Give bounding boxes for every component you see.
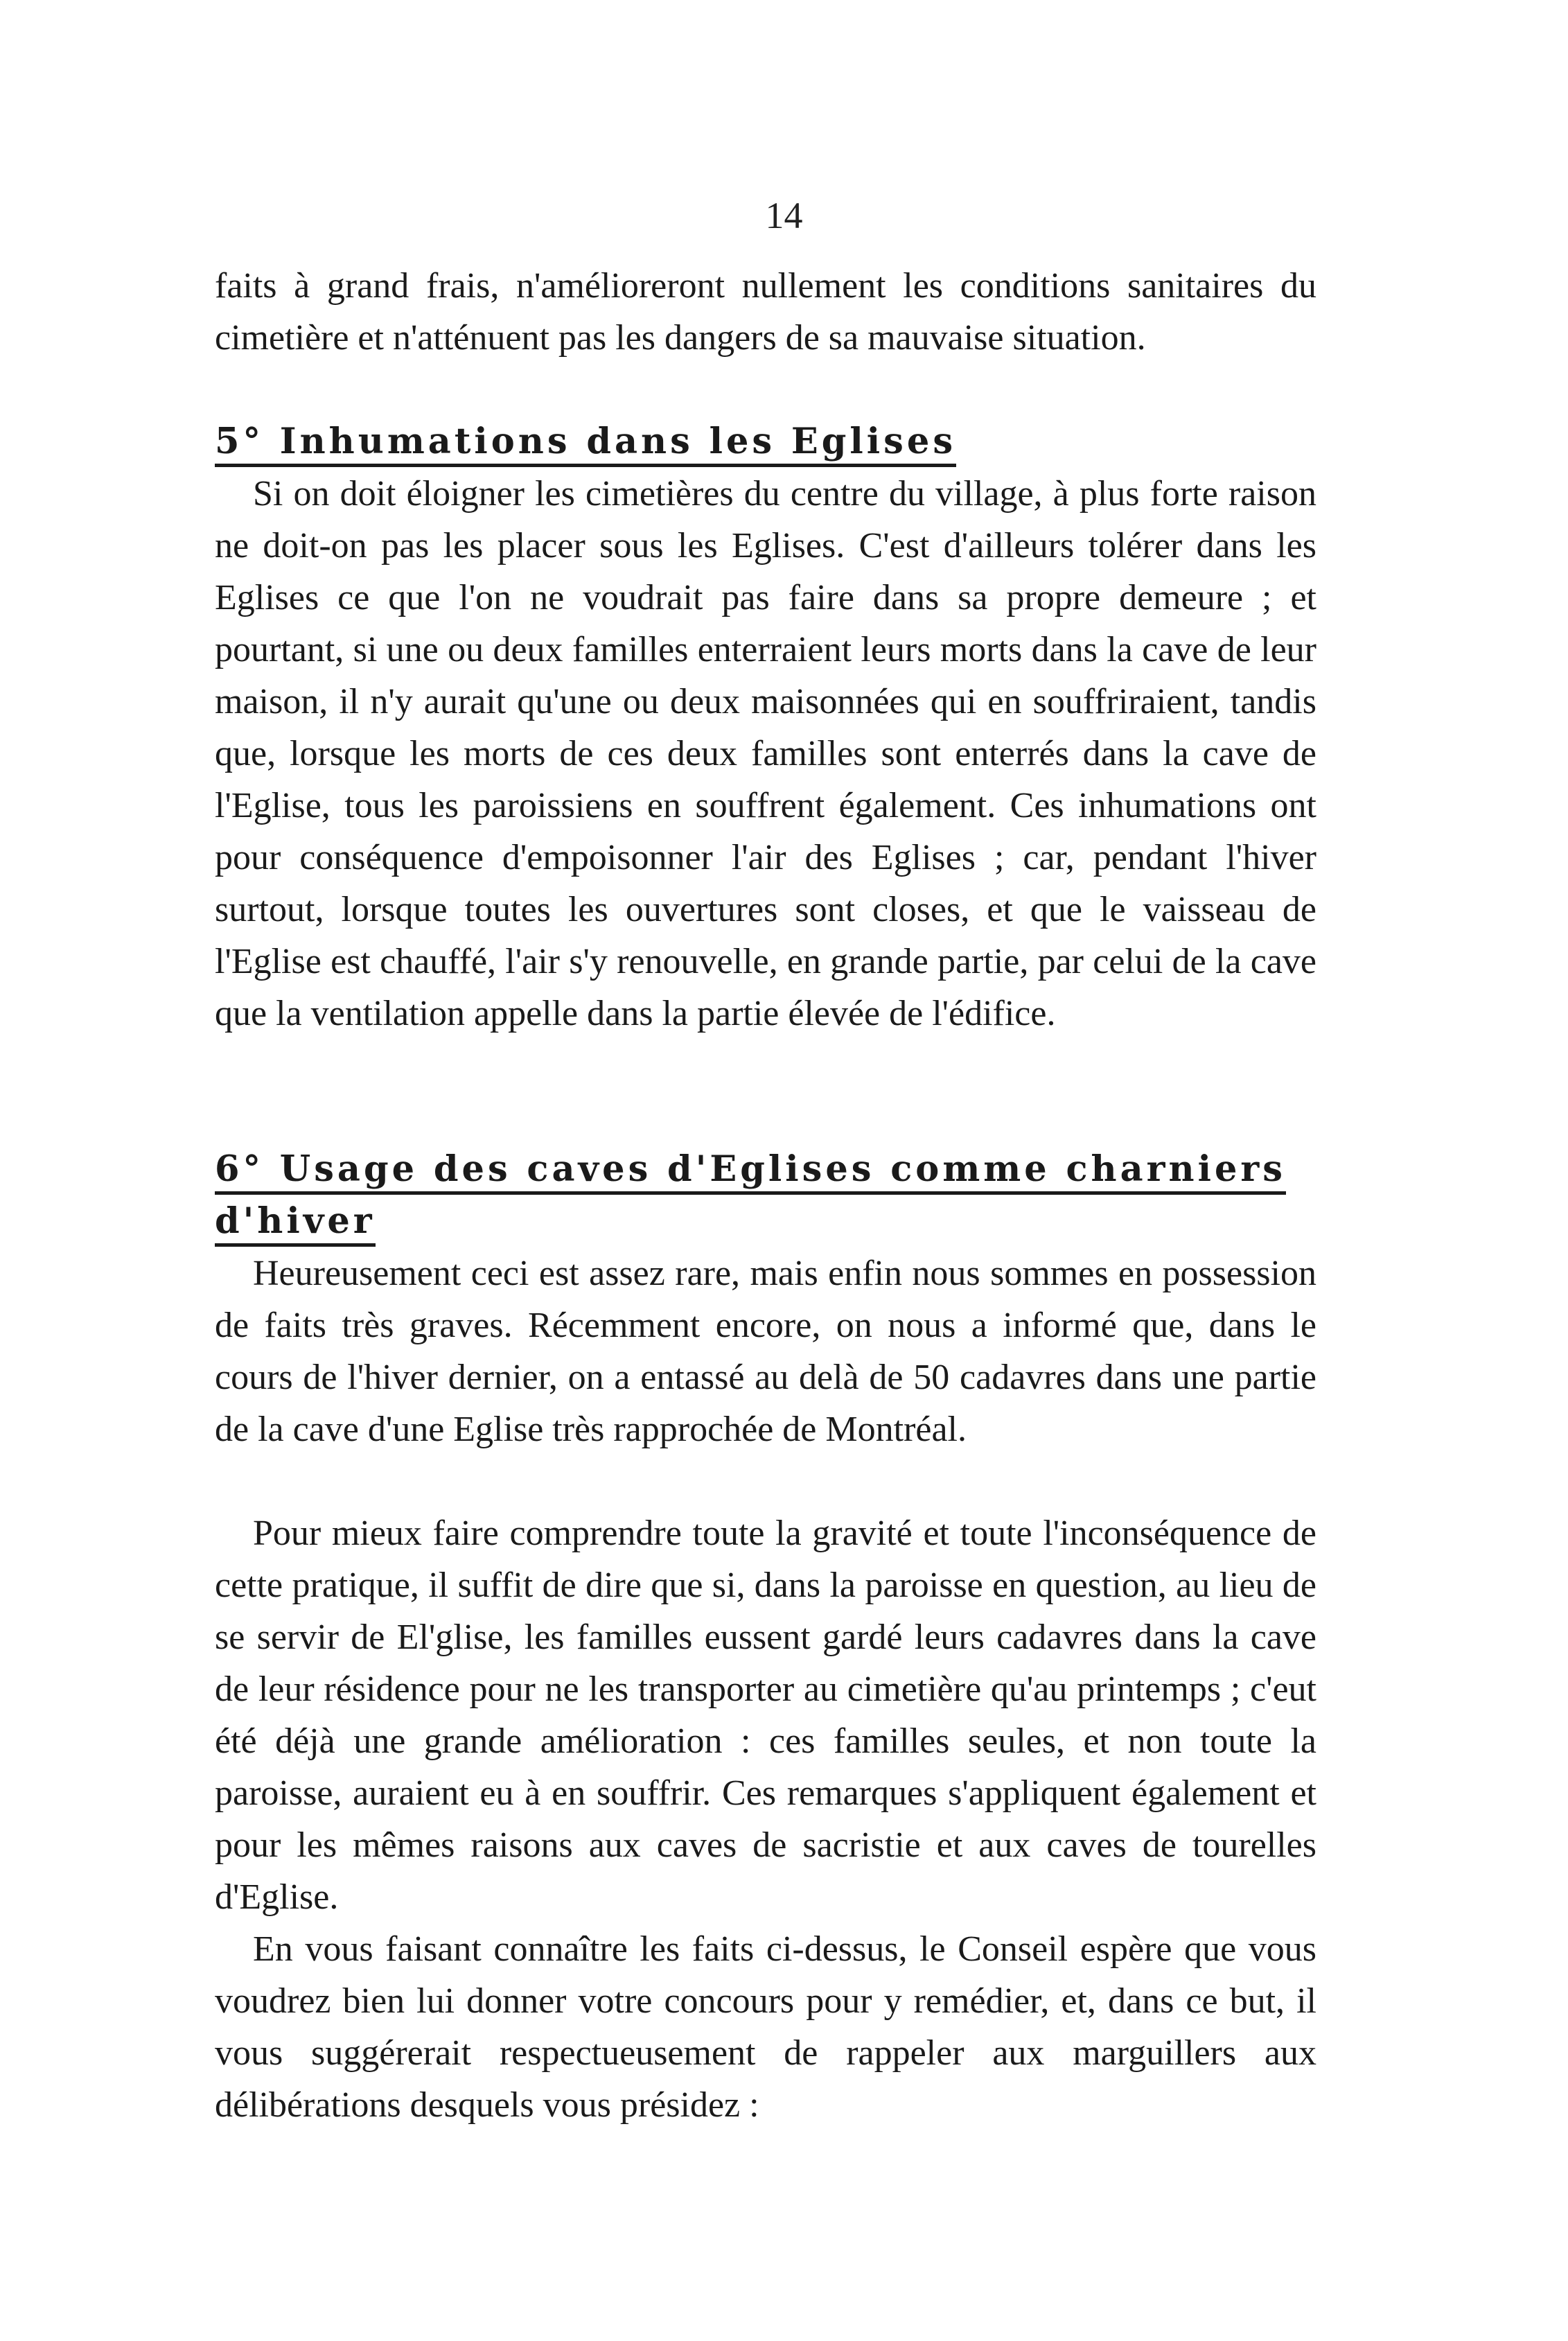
paragraph-text: En vous faisant connaître les faits ci-dessus, le Conseil espère que vous voudrez bien lui donner votre concours pour y remédier, et, dans ce but, il vous suggérerait respectueusement de rappeler aux marguillers aux délibérations desquels vous présidez : bbox=[215, 1929, 1316, 2125]
paragraph-text: Pour mieux faire comprendre toute la gravité et toute l'inconséquence de cette pratique, il suffit de dire que si, dans la paroisse en question, au lieu de se servir de El'glise, les familles eussent gardé leurs cadavres dans la cave de leur résidence pour ne les transporter au cimetière qu'au printemps ; c'eut été déjà une grande amélioration : ces familles seules, et non toute la paroisse, auraient eu à en souffrir. Ces remarques s'appliquent également et pour les mêmes raisons aux caves de sacristie et aux caves de tourelles d'Eglise. bbox=[215, 1514, 1316, 1917]
paragraph-text: Heureusement ceci est assez rare, mais enfin nous sommes en possession de faits très graves. Récemment encore, on nous a informé que, dans le cours de l'hiver dernier, on a entassé au delà de 50 cadavres dans une partie de la cave d'une Eglise très rapprochée de Montréal. bbox=[215, 1254, 1316, 1449]
paragraph-text: faits à grand frais, n'amélioreront nullement les conditions sanitaires du cimetière et n'atténuent pas les dangers de sa mauvaise situation. bbox=[215, 266, 1316, 358]
paragraph-conseil bbox=[215, 1923, 1316, 2131]
paragraph-gravite bbox=[215, 1507, 1316, 1923]
paragraph-inhumations bbox=[215, 468, 1316, 1040]
section-heading-text-line-1: 6° Usage des caves d'Eglises comme charniers bbox=[215, 1148, 1286, 1195]
page-number: 14 bbox=[765, 195, 803, 236]
paragraph-text: Si on doit éloigner les cimetières du centre du village, à plus forte raison ne doit-on pas les placer sous les Eglises. C'est d'ailleurs tolérer dans les Eglises ce que l'on ne voudrait pas faire dans sa propre demeure ; et pourtant, si une ou deux familles enterraient leurs morts dans la cave de leur maison, il n'y aurait qu'une ou deux maisonnées qui en souffriraient, tandis que, lorsque les morts de ces deux familles sont enterrés dans la cave de l'Eglise, tous les paroissiens en souffrent également. Ces inhumations ont pour conséquence d'empoisonner l'air des Eglises ; car, pendant l'hiver surtout, lorsque toutes les ouvertures sont closes, et que le vaisseau de l'Eglise est chauffé, l'air s'y renouvelle, en grande partie, par celui de la cave que la ventilation appelle dans la partie élevée de l'édifice. bbox=[215, 474, 1316, 1033]
section-heading-5 bbox=[215, 416, 1316, 468]
section-heading-6 bbox=[215, 1143, 1316, 1247]
section-heading-text-line-2: d'hiver bbox=[215, 1200, 376, 1247]
paragraph-continuation bbox=[215, 260, 1316, 364]
section-heading-text: 5° Inhumations dans les Eglises bbox=[215, 421, 956, 467]
paragraph-charniers bbox=[215, 1247, 1316, 1455]
